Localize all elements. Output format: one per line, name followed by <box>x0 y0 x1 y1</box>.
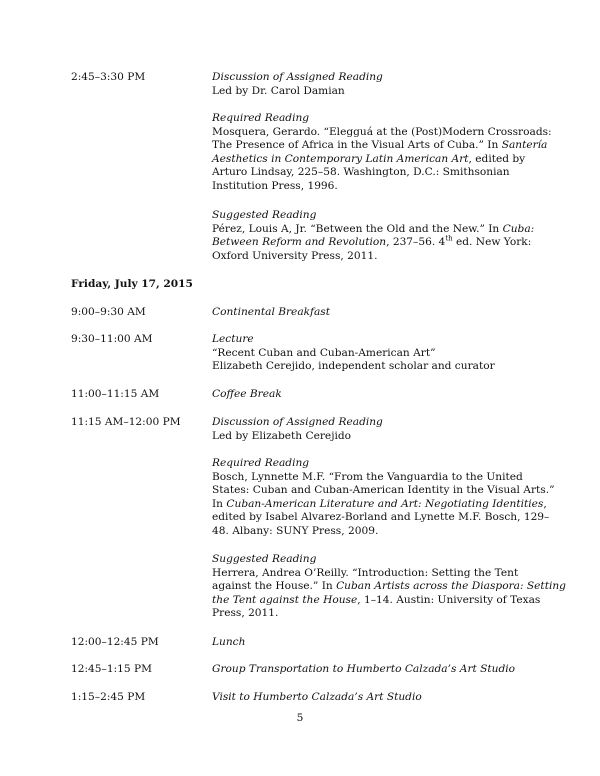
citation-line: Mosquera, Gerardo. “Elegguá at the (Post)Modern Crossroads: <box>212 125 552 138</box>
required-reading-heading: Required Reading <box>212 457 310 469</box>
citation-line: edited by Isabel Alvarez-Borland and Lynette M.F. Bosch, 129– <box>212 511 550 524</box>
entry-time: 2:45–3:30 PM <box>71 71 146 83</box>
citation-line: Arturo Lindsay, 225–58. Washington, D.C.: Smithsonian <box>212 166 510 179</box>
entry-time: 11:15 AM–12:00 PM <box>71 416 181 428</box>
entry-time: 9:00–9:30 AM <box>71 306 146 318</box>
required-reading <box>212 457 555 539</box>
entry-title: Discussion of Assigned Reading <box>212 71 383 83</box>
entry-title: Coffee Break <box>212 388 282 400</box>
suggested-reading <box>212 209 542 263</box>
citation-line: Herrera, Andrea O’Reilly. “Introduction: Setting the Tent <box>212 566 519 579</box>
entry-title: Lecture <box>212 333 254 345</box>
entry-description <box>212 71 542 98</box>
citation-line: Bosch, Lynnette M.F. “From the Vanguardia to the United <box>212 470 523 483</box>
entry-title: Group Transportation to Humberto Calzada’s Art Studio <box>212 663 516 675</box>
entry-title: Visit to Humberto Calzada’s Art Studio <box>212 691 422 703</box>
entry-title: Continental Breakfast <box>212 306 330 318</box>
lecture-title: “Recent Cuban and Cuban-American Art” <box>212 346 436 359</box>
page-number: 5 <box>296 712 304 724</box>
entry-time: 12:45–1:15 PM <box>71 663 152 675</box>
citation-line: the Tent against the House, 1–14. Austin: University of Texas <box>212 593 541 606</box>
entry-leader: Led by Elizabeth Cerejido <box>212 429 352 442</box>
citation-line: Between Reform and Revolution, 237–56. 4th ed. New York: <box>212 234 532 249</box>
citation-line: against the House.” In Cuban Artists across the Diaspora: Setting <box>212 580 566 593</box>
required-reading-heading: Required Reading <box>212 112 310 124</box>
required-reading <box>212 112 552 194</box>
lecturer: Elizabeth Cerejido, independent scholar and curator <box>212 360 495 373</box>
entry-time: 9:30–11:00 AM <box>71 333 153 345</box>
entry-title: Discussion of Assigned Reading <box>212 416 383 428</box>
suggested-reading <box>212 553 566 621</box>
entry-time: 12:00–12:45 PM <box>71 636 159 648</box>
citation-line: 48. Albany: SUNY Press, 2009. <box>212 524 379 537</box>
citation-line: In Cuban-American Literature and Art: Negotiating Identities, <box>212 497 547 510</box>
citation-line: Oxford University Press, 2011. <box>212 249 378 262</box>
citation-line: States: Cuban and Cuban-American Identity in the Visual Arts.” <box>212 484 555 497</box>
day-heading: Friday, July 17, 2015 <box>71 278 193 290</box>
citation-line: Aesthetics in Contemporary Latin American Art, edited by <box>212 152 526 165</box>
entry-time: 1:15–2:45 PM <box>71 691 146 703</box>
suggested-reading-heading: Suggested Reading <box>212 209 317 221</box>
suggested-reading-heading: Suggested Reading <box>212 553 317 565</box>
entry-leader: Led by Dr. Carol Damian <box>212 84 345 97</box>
citation-line: Pérez, Louis A, Jr. “Between the Old and the New.” In Cuba: <box>212 222 535 235</box>
citation-line: The Presence of Africa in the Visual Arts of Cuba.” In Santería <box>212 139 548 152</box>
entry-time: 11:00–11:15 AM <box>71 388 160 400</box>
citation-line: Institution Press, 1996. <box>212 179 338 192</box>
citation-line: Press, 2011. <box>212 607 279 620</box>
entry-title: Lunch <box>212 636 246 648</box>
